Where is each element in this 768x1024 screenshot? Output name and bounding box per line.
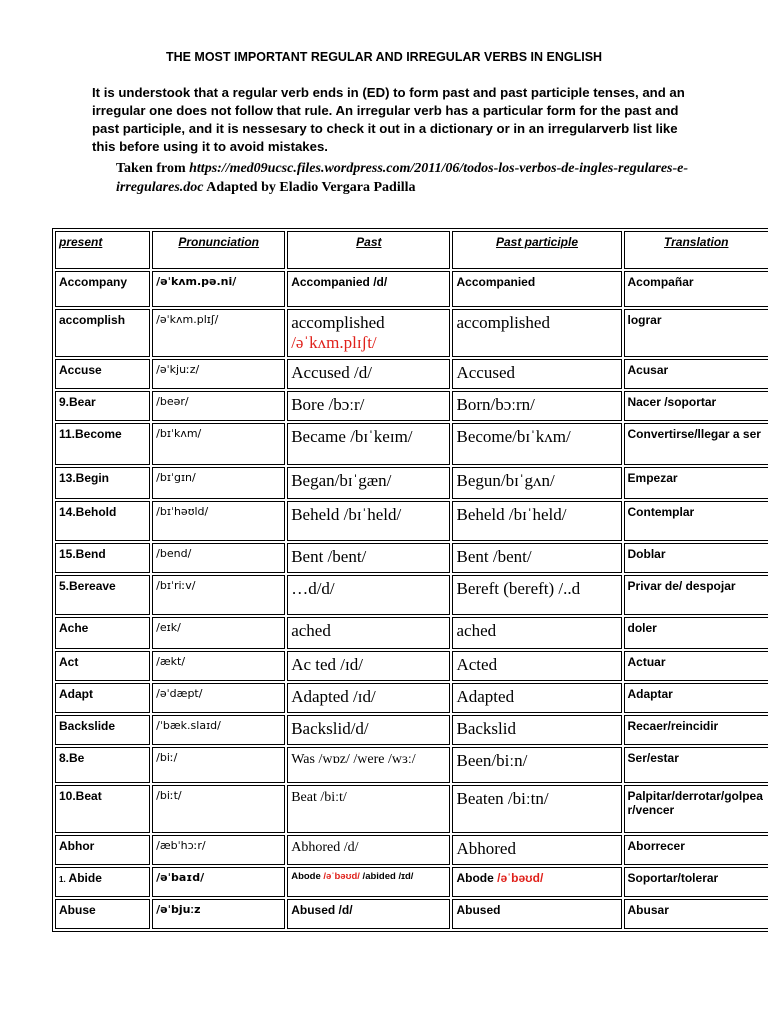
past-cell: Was /wɒz/ /were /wɜː/ — [287, 747, 450, 783]
past-cell: Bent /bent/ — [287, 543, 450, 573]
present-cell: 9.Bear — [55, 391, 150, 421]
present-cell: 13.Begin — [55, 467, 150, 499]
intro-paragraph: It is understook that a regular verb ends in (ED) to form past and past participle tenses, and an irregular one does not follow that rule. An irregular verb has a particular form for the past and past participle, and it is nessesary to check it out in a dictionary or in an irregularverb list like this before using it to avoid mistakes. — [92, 85, 685, 154]
past-cell: Backslid/d/ — [287, 715, 450, 745]
past-participle-cell: Bent /bent/ — [452, 543, 621, 573]
past-participle-cell: Become/bɪˈkʌm/ — [452, 423, 621, 465]
pronunciation-cell: /æbˈhɔːr/ — [152, 835, 285, 865]
translation-cell: Recaer/reincidir — [624, 715, 768, 745]
pronunciation-cell: /bɪˈriːv/ — [152, 575, 285, 615]
past-participle-cell: Accompanied — [452, 271, 621, 307]
table-row — [55, 359, 768, 389]
pronunciation-cell: /ˈbæk.slaɪd/ — [152, 715, 285, 745]
present-cell: Backslide — [55, 715, 150, 745]
present-cell: Abuse — [55, 899, 150, 929]
pronunciation-cell: /əˈbjuːz — [152, 899, 285, 929]
pronunciation-cell: /biːt/ — [152, 785, 285, 833]
past-cell: Abhored /d/ — [287, 835, 450, 865]
translation-cell: Palpitar/derrotar/golpear/vencer — [624, 785, 768, 833]
table-row — [55, 543, 768, 573]
past-participle-cell: Beheld /bɪˈheld/ — [452, 501, 621, 541]
pp-text: Abode — [456, 871, 498, 885]
translation-cell: Doblar — [624, 543, 768, 573]
translation-cell: Acusar — [624, 359, 768, 389]
past-participle-cell: Born/bɔːrn/ — [452, 391, 621, 421]
table-row — [55, 747, 768, 783]
row-number: 1. — [59, 875, 66, 884]
source-url: https://med09ucsc.files.wordpress.com/2011/06/todos-los-verbos-de-ingles-regulares-e-irregulares.doc — [116, 161, 689, 195]
pronunciation-cell: /əˈdæpt/ — [152, 683, 285, 713]
pronunciation-cell: /beər/ — [152, 391, 285, 421]
past-participle-cell: Accused — [452, 359, 621, 389]
pronunciation-cell: /eɪk/ — [152, 617, 285, 649]
present-cell: 10.Beat — [55, 785, 150, 833]
past-participle-cell: accomplished — [452, 309, 621, 357]
source-prefix: Taken from — [116, 161, 190, 176]
translation-cell: Ser/estar — [624, 747, 768, 783]
table-row — [55, 501, 768, 541]
present-cell: Accompany — [55, 271, 150, 307]
past-participle-cell: Backslid — [452, 715, 621, 745]
column-header: Past — [287, 231, 450, 269]
present-cell: 14.Behold — [55, 501, 150, 541]
pronunciation-cell: /bend/ — [152, 543, 285, 573]
present-cell: 5.Bereave — [55, 575, 150, 615]
past-cell: Beheld /bɪˈheld/ — [287, 501, 450, 541]
past-cell: Ac ted /ɪd/ — [287, 651, 450, 681]
pronunciation-cell: /bɪˈgɪn/ — [152, 467, 285, 499]
past-participle-cell: ached — [452, 617, 621, 649]
table-row — [55, 423, 768, 465]
past-cell: Beat /biːt/ — [287, 785, 450, 833]
past-pronunciation: /əˈbəʊd/ — [323, 871, 360, 882]
past-text: Abode — [291, 871, 324, 882]
past-participle-cell: Been/biːn/ — [452, 747, 621, 783]
pronunciation-cell: /əˈkjuːz/ — [152, 359, 285, 389]
translation-cell: Privar de/ despojar — [624, 575, 768, 615]
present-text: Abide — [65, 871, 102, 885]
table-row — [55, 785, 768, 833]
present-cell: Accuse — [55, 359, 150, 389]
past-cell: Bore /bɔːr/ — [287, 391, 450, 421]
table-row — [55, 309, 768, 357]
past-pronunciation: /əˈkʌm.plɪʃt/ — [291, 333, 377, 352]
past-participle-cell: Abused — [452, 899, 621, 929]
pronunciation-cell: /əˈbaɪd/ — [152, 867, 285, 897]
translation-cell: Actuar — [624, 651, 768, 681]
pronunciation-cell: /əˈkʌm.pə.ni/ — [152, 271, 285, 307]
table-row — [55, 575, 768, 615]
pronunciation-cell: /əˈkʌm.plɪʃ/ — [152, 309, 285, 357]
translation-cell: Empezar — [624, 467, 768, 499]
translation-cell: Contemplar — [624, 501, 768, 541]
present-cell: 8.Be — [55, 747, 150, 783]
past-participle-cell — [452, 867, 621, 897]
past-participle-cell: Begun/bɪˈgʌn/ — [452, 467, 621, 499]
past-participle-cell: Adapted — [452, 683, 621, 713]
source-suffix: Adapted by Eladio Vergara Padilla — [203, 180, 416, 195]
table-row — [55, 271, 768, 307]
present-cell: Ache — [55, 617, 150, 649]
past-cell — [287, 867, 450, 897]
translation-cell: lograr — [624, 309, 768, 357]
table-row — [55, 467, 768, 499]
source-citation — [116, 159, 716, 197]
present-cell — [55, 867, 150, 897]
past-cell: ached — [287, 617, 450, 649]
past-cell: Began/bɪˈgæn/ — [287, 467, 450, 499]
table-row — [55, 683, 768, 713]
table-row — [55, 651, 768, 681]
translation-cell: Abusar — [624, 899, 768, 929]
table-row — [55, 617, 768, 649]
present-cell: accomplish — [55, 309, 150, 357]
present-cell: 11.Become — [55, 423, 150, 465]
translation-cell: Aborrecer — [624, 835, 768, 865]
table-header-row — [55, 231, 768, 269]
table-row — [55, 899, 768, 929]
past-cell: Abused /d/ — [287, 899, 450, 929]
present-cell: Act — [55, 651, 150, 681]
past-cell: Became /bɪˈkeɪm/ — [287, 423, 450, 465]
present-cell: Adapt — [55, 683, 150, 713]
translation-cell: Convertirse/llegar a ser — [624, 423, 768, 465]
table-row — [55, 715, 768, 745]
translation-cell: doler — [624, 617, 768, 649]
table-row — [55, 835, 768, 865]
pp-pronunciation: /əˈbəʊd/ — [497, 871, 544, 885]
past-cell: Accompanied /d/ — [287, 271, 450, 307]
past-participle-cell: Beaten /biːtn/ — [452, 785, 621, 833]
past-cell: Adapted /ɪd/ — [287, 683, 450, 713]
translation-cell: Soportar/tolerar — [624, 867, 768, 897]
translation-cell: Acompañar — [624, 271, 768, 307]
column-header: Pronunciation — [152, 231, 285, 269]
past-participle-cell: Acted — [452, 651, 621, 681]
past-cell: …d/d/ — [287, 575, 450, 615]
column-header: present — [55, 231, 150, 269]
table-row — [55, 391, 768, 421]
table-row — [55, 867, 768, 897]
document-title: THE MOST IMPORTANT REGULAR AND IRREGULAR VERBS IN ENGLISH — [165, 50, 603, 64]
past-text: accomplished — [291, 313, 385, 332]
past-cell — [287, 309, 450, 357]
translation-cell: Nacer /soportar — [624, 391, 768, 421]
column-header: Translation — [624, 231, 768, 269]
past-participle-cell: Abhored — [452, 835, 621, 865]
verbs-table — [52, 228, 768, 932]
column-header: Past participle — [452, 231, 621, 269]
past-cell: Accused /d/ — [287, 359, 450, 389]
pronunciation-cell: /bɪˈkʌm/ — [152, 423, 285, 465]
pronunciation-cell: /biː/ — [152, 747, 285, 783]
past-alt: /abided /ɪd/ — [359, 871, 414, 882]
present-cell: Abhor — [55, 835, 150, 865]
pronunciation-cell: /bɪˈhəʊld/ — [152, 501, 285, 541]
pronunciation-cell: /ækt/ — [152, 651, 285, 681]
translation-cell: Adaptar — [624, 683, 768, 713]
present-cell: 15.Bend — [55, 543, 150, 573]
past-participle-cell: Bereft (bereft) /..d — [452, 575, 621, 615]
